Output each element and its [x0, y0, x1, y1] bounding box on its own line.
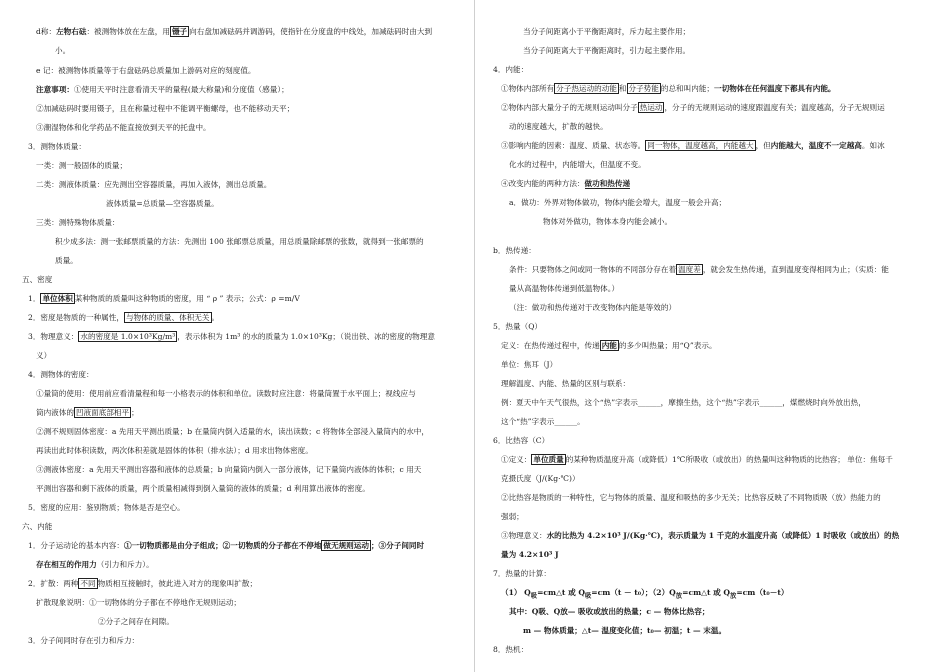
text-line: d称：左物右砝：被测物体放在左盘，用 镊子 向右盘加减砝码并调游码，使指针在分度盘的中线处，加减砝码时由大到	[36, 27, 433, 36]
text-line: ②测不规则固体密度：a 先用天平测出质量；b 在量筒内倒入适量的水，读出读数；c 将物体全部浸入量筒内的水中，	[36, 427, 429, 436]
text-line: e 记：被测物体质量等于右盘砝码总质量加上游码对应的刻度值。	[36, 66, 256, 75]
text-line: ①量筒的使用：使用前应看清量程和每一小格表示的体积和单位。读数时应注意：将量筒置于水平面上；视线应与	[36, 389, 416, 398]
text-line: 2．扩散：两种 不同 物质相互接触时，彼此进入对方的现象叫扩散；	[28, 579, 258, 588]
text-line: 理解温度、内能、热量的区别与联系：	[501, 379, 631, 388]
text-line: 液体质量=总质量—空容器质量。	[106, 199, 219, 208]
text-line: 其中：Q吸、Q放— 吸收或放出的热量；c — 物体比热容；	[509, 607, 710, 616]
text-line: 筒内液体的 凹液面底部相平 ；	[36, 408, 139, 417]
text-line: 7．热量的计算：	[493, 569, 551, 578]
text-line: 存在相互的作用力（引力和斥力）。	[36, 560, 154, 569]
text-line: 注意事项：①使用天平时注意看清天平的量程(最大称量)和分度值（感量）；	[36, 85, 289, 94]
text-line: ②物体内部大量分子的无规则运动叫分子 热运动 ，分子的无规则运动的速度跟温度有关；温度越高，分子无规则运	[501, 103, 885, 112]
text-line: 3．分子间同时存在引力和斥力：	[28, 636, 140, 645]
text-line: 化水的过程中，内能增大，但温度不变。	[509, 160, 646, 169]
text-line: ③测液体密度：a 先用天平测出容器和液体的总质量；b 向量筒内倒入一部分液体，记下量筒内液体的体积；c 用天	[36, 465, 422, 474]
text-line: 物体对外做功，物体本身内能会减小。	[543, 217, 673, 226]
text-line: ④改变内能的两种方法：做功和热传递	[501, 179, 631, 188]
text-line: 平测出容器和剩下液体的质量，两个质量相减得到倒入量筒的液体的质量；d 利用算出液体的密度。	[36, 484, 370, 493]
text-line: 克摄氏度（J/(Kg·℃)）	[501, 474, 580, 483]
text-line: 扩散现象说明：①一切物体的分子都在不停地作无规则运动；	[36, 598, 242, 607]
text-line: 当分子间距离小于平衡距离时，斥力起主要作用；	[523, 27, 691, 36]
text-line: 单位：焦耳（J）	[501, 360, 558, 369]
text-line: 小。	[55, 46, 71, 55]
text-line: m — 物体质量；△t— 温度变化值；t₀— 初温；t — 末温。	[523, 626, 727, 635]
text-line: 5．热量（Q）	[493, 322, 543, 331]
text-line: b．热传递：	[493, 246, 536, 255]
text-line: ②比热容是物质的一种特性，它与物体的质量、温度和吸热的多少无关；比热容反映了不同物质吸（放）热能力的	[501, 493, 881, 502]
text-line: a．做功：外界对物体做功，物体内能会增大，温度一般会升高；	[509, 198, 727, 207]
text-line: 例：夏天中午天气很热，这个“热”字表示______，摩擦生热，这个“热”字表示______，煤燃烧时向外放出热，	[501, 398, 866, 407]
text-line: ③物理意义：水的比热为 4.2×10³ J/(Kg·℃)，表示质量为 1 千克的水温度升高（或降低）1 时吸收（或放出）的热	[501, 531, 900, 540]
text-line: 8．热机：	[493, 645, 529, 654]
text-line: 1．分子运动论的基本内容：①一切物质都是由分子组成；②一切物质的分子都在不停地 做无规则运动 ；③分子间同时	[28, 541, 425, 550]
formula-line: （1） $Q_吸=cm\triangle t$ 或 $Q_吸=cm(t - t_0)$；$(2)Q_放=cm\triangle t$ 或 $Q_放=cm(t_0-t)$	[501, 588, 789, 600]
text-line: ①物体内部所有 分子热运动的动能 和 分子势能 的总和叫内能；一切物体在任何温度下都具有内能。	[501, 84, 836, 93]
text-line: ③影响内能的因素：温度、质量、状态等。 同一物体，温度越高，内能越大 ，但内能越大，温度不一定越高。如冰	[501, 141, 885, 150]
text-line: 强弱；	[501, 512, 524, 521]
text-line: 质量。	[55, 256, 78, 265]
text-line: 2．密度是物质的一种属性， 与物体的质量、体积无关 。	[28, 313, 220, 322]
text-line: 6．比热容（C）	[493, 436, 550, 445]
text-line: 这个“热”字表示______。	[501, 417, 585, 426]
text-line: 定义：在热传递过程中，传递 内能 的多少叫热量；用“Q”表示。	[501, 341, 717, 350]
column-divider	[474, 0, 475, 672]
text-line: 量从高温物体传递到低温物体。）	[509, 284, 620, 293]
text-line: 量为 4.2×10³ J	[501, 550, 559, 559]
text-line: ②分子之间存在间隙。	[98, 617, 174, 626]
text-line: 积少成多法：测一张邮票质量的方法：先测出 100 张邮票总质量，用总质量除邮票的张数，就得到一张邮票的	[55, 237, 424, 246]
text-line: 二类：测液体质量：应先测出空容器质量，再加入液体，测出总质量。	[36, 180, 272, 189]
text-line: （注：做功和热传递对于改变物体内能是等效的）	[509, 303, 677, 312]
text-line: ②加减砝码时要用镊子，且在称量过程中不能调平衡螺母，也不能移动天平；	[36, 104, 295, 113]
text-line: 当分子间距离大于平衡距离时，引力起主要作用。	[523, 46, 691, 55]
text-line: 3．测物体质量：	[28, 142, 86, 151]
text-line: 4．内能：	[493, 65, 529, 74]
text-line: 三类：测特殊物体质量：	[36, 218, 120, 227]
text-line: 3．物理意义： 水的密度是 1.0×10³Kg/m³ ，表示体积为 1m³ 的水的质量为 1.0×10³Kg；（说出铁、冰的密度的物理意	[28, 332, 435, 341]
text-line: 再读出此时体积读数，两次体积差就是固体的体积（排水法）；d 用求出物体密度。	[36, 446, 313, 455]
text-line: 一类：测一般固体的质量；	[36, 161, 128, 170]
text-line: 4．测物体的密度：	[28, 370, 94, 379]
section-heading: 五、密度	[22, 275, 53, 284]
text-line: 动的速度越大，扩散的越快。	[509, 122, 608, 131]
text-line: 条件：只要物体之间或同一物体的不同部分存在着 温度差 ，就会发生热传递，直到温度变得相同为止；（实质：能	[509, 265, 889, 274]
text-line: 5．密度的应用：鉴别物质；物体是否是空心。	[28, 503, 185, 512]
text-line: ①定义： 单位质量 的某种物质温度升高（或降低）1℃所吸收（或放出）的热量叫这种物质的比热容； 单位：焦每千	[501, 455, 893, 464]
section-heading: 六、内能	[22, 522, 53, 531]
text-line: 义）	[36, 351, 52, 360]
text-line: ③潮湿物体和化学药品不能直接放到天平的托盘中。	[36, 123, 211, 132]
text-line: 1． 单位体积 某种物质的质量叫这种物质的密度，用 “ ρ ” 表示；公式：ρ =m/V	[28, 294, 300, 303]
